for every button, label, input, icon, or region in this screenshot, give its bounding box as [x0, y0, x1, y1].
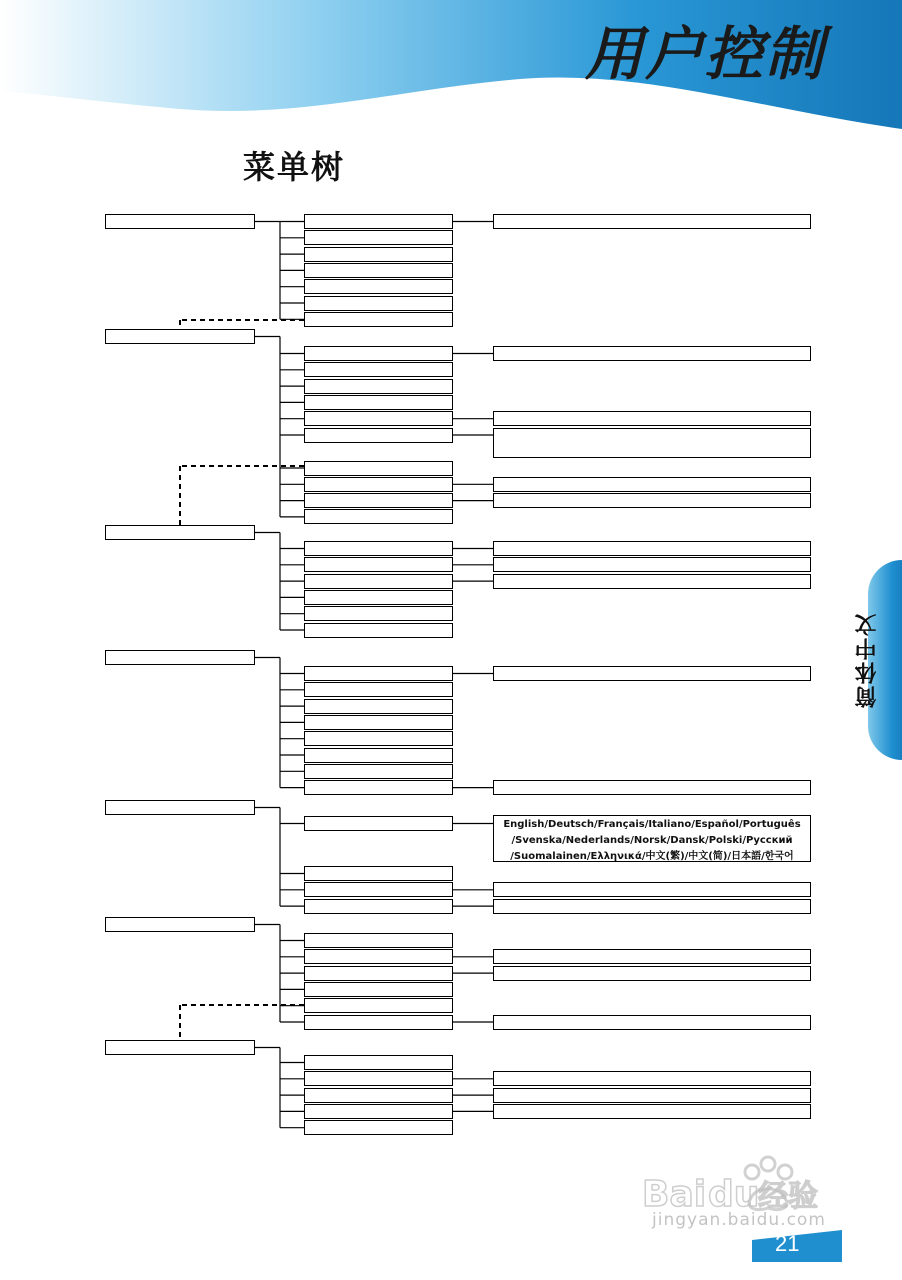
- menu-section-node: [105, 1040, 255, 1055]
- language-options-line: English/Deutsch/Français/Italiano/Español/Português: [503, 819, 801, 830]
- menu-value-node: [493, 557, 811, 572]
- menu-item-node: [304, 477, 453, 492]
- menu-item-node: [304, 312, 453, 327]
- page-number: 21: [775, 1231, 800, 1256]
- menu-item-node: [304, 362, 453, 377]
- menu-value-node: [493, 574, 811, 589]
- menu-item-node: [304, 682, 453, 697]
- menu-item-node: [304, 574, 453, 589]
- menu-item-node: [304, 623, 453, 638]
- menu-value-node: [493, 666, 811, 681]
- menu-section-node: [105, 525, 255, 540]
- menu-item-node: [304, 263, 453, 278]
- menu-item-node: [304, 493, 453, 508]
- menu-value-node: [493, 411, 811, 426]
- menu-value-node: [493, 1088, 811, 1103]
- menu-value-node: [493, 966, 811, 981]
- menu-item-node: [304, 998, 453, 1013]
- menu-item-node: [304, 1088, 453, 1103]
- menu-item-node: [304, 296, 453, 311]
- menu-item-node: [304, 1015, 453, 1030]
- menu-item-node: [304, 428, 453, 443]
- page-heading: 菜单树: [243, 148, 346, 186]
- svg-text:du: du: [708, 1174, 760, 1215]
- menu-item-node: [304, 411, 453, 426]
- menu-item-node: [304, 509, 453, 524]
- svg-text:经验: 经验: [758, 1179, 818, 1214]
- menu-item-node: [304, 816, 453, 831]
- menu-section-node: [105, 329, 255, 344]
- menu-value-node: [493, 882, 811, 897]
- menu-section-node: [105, 917, 255, 932]
- menu-section-node: [105, 650, 255, 665]
- menu-value-node: [493, 1104, 811, 1119]
- header-title: 用户控制: [585, 20, 826, 88]
- menu-value-node: [493, 346, 811, 361]
- menu-item-node: [304, 966, 453, 981]
- menu-section-node: [105, 800, 255, 815]
- language-options-line: /Suomalainen/Ελληνικά/中文(繁)/中文(简)/日本語/한국어: [510, 851, 794, 862]
- menu-item-node: [304, 230, 453, 245]
- menu-value-node: [493, 1015, 811, 1030]
- svg-text:Bai: Bai: [642, 1174, 707, 1215]
- menu-value-node: [493, 428, 811, 458]
- menu-item-node: [304, 1104, 453, 1119]
- menu-section-node: [105, 214, 255, 229]
- language-options-line: /Svenska/Nederlands/Norsk/Dansk/Polski/Русский: [511, 835, 793, 846]
- language-options-node: [493, 815, 811, 862]
- menu-item-node: [304, 590, 453, 605]
- menu-item-node: [304, 247, 453, 262]
- menu-value-node: [493, 541, 811, 556]
- menu-item-node: [304, 933, 453, 948]
- menu-item-node: [304, 715, 453, 730]
- language-side-label: 简体中文: [855, 612, 880, 708]
- menu-item-node: [304, 780, 453, 795]
- menu-item-node: [304, 557, 453, 572]
- menu-item-node: [304, 748, 453, 763]
- menu-item-node: [304, 1120, 453, 1135]
- menu-item-node: [304, 606, 453, 621]
- menu-item-node: [304, 866, 453, 881]
- menu-value-node: [493, 899, 811, 914]
- baidu-watermark-logo: [640, 1150, 850, 1250]
- watermark-url: jingyan.baidu.com: [652, 1210, 826, 1230]
- menu-value-node: [493, 1071, 811, 1086]
- menu-item-node: [304, 764, 453, 779]
- menu-item-node: [304, 699, 453, 714]
- menu-item-node: [304, 379, 453, 394]
- menu-value-node: [493, 780, 811, 795]
- menu-value-node: [493, 949, 811, 964]
- menu-value-node: [493, 214, 811, 229]
- menu-item-node: [304, 882, 453, 897]
- menu-item-node: [304, 346, 453, 361]
- menu-item-node: [304, 731, 453, 746]
- menu-item-node: [304, 395, 453, 410]
- menu-value-node: [493, 493, 811, 508]
- menu-item-node: [304, 461, 453, 476]
- menu-item-node: [304, 666, 453, 681]
- menu-item-node: [304, 899, 453, 914]
- menu-item-node: [304, 982, 453, 997]
- menu-value-node: [493, 477, 811, 492]
- menu-item-node: [304, 541, 453, 556]
- menu-item-node: [304, 1055, 453, 1070]
- menu-item-node: [304, 949, 453, 964]
- menu-item-node: [304, 214, 453, 229]
- menu-item-node: [304, 1071, 453, 1086]
- menu-item-node: [304, 279, 453, 294]
